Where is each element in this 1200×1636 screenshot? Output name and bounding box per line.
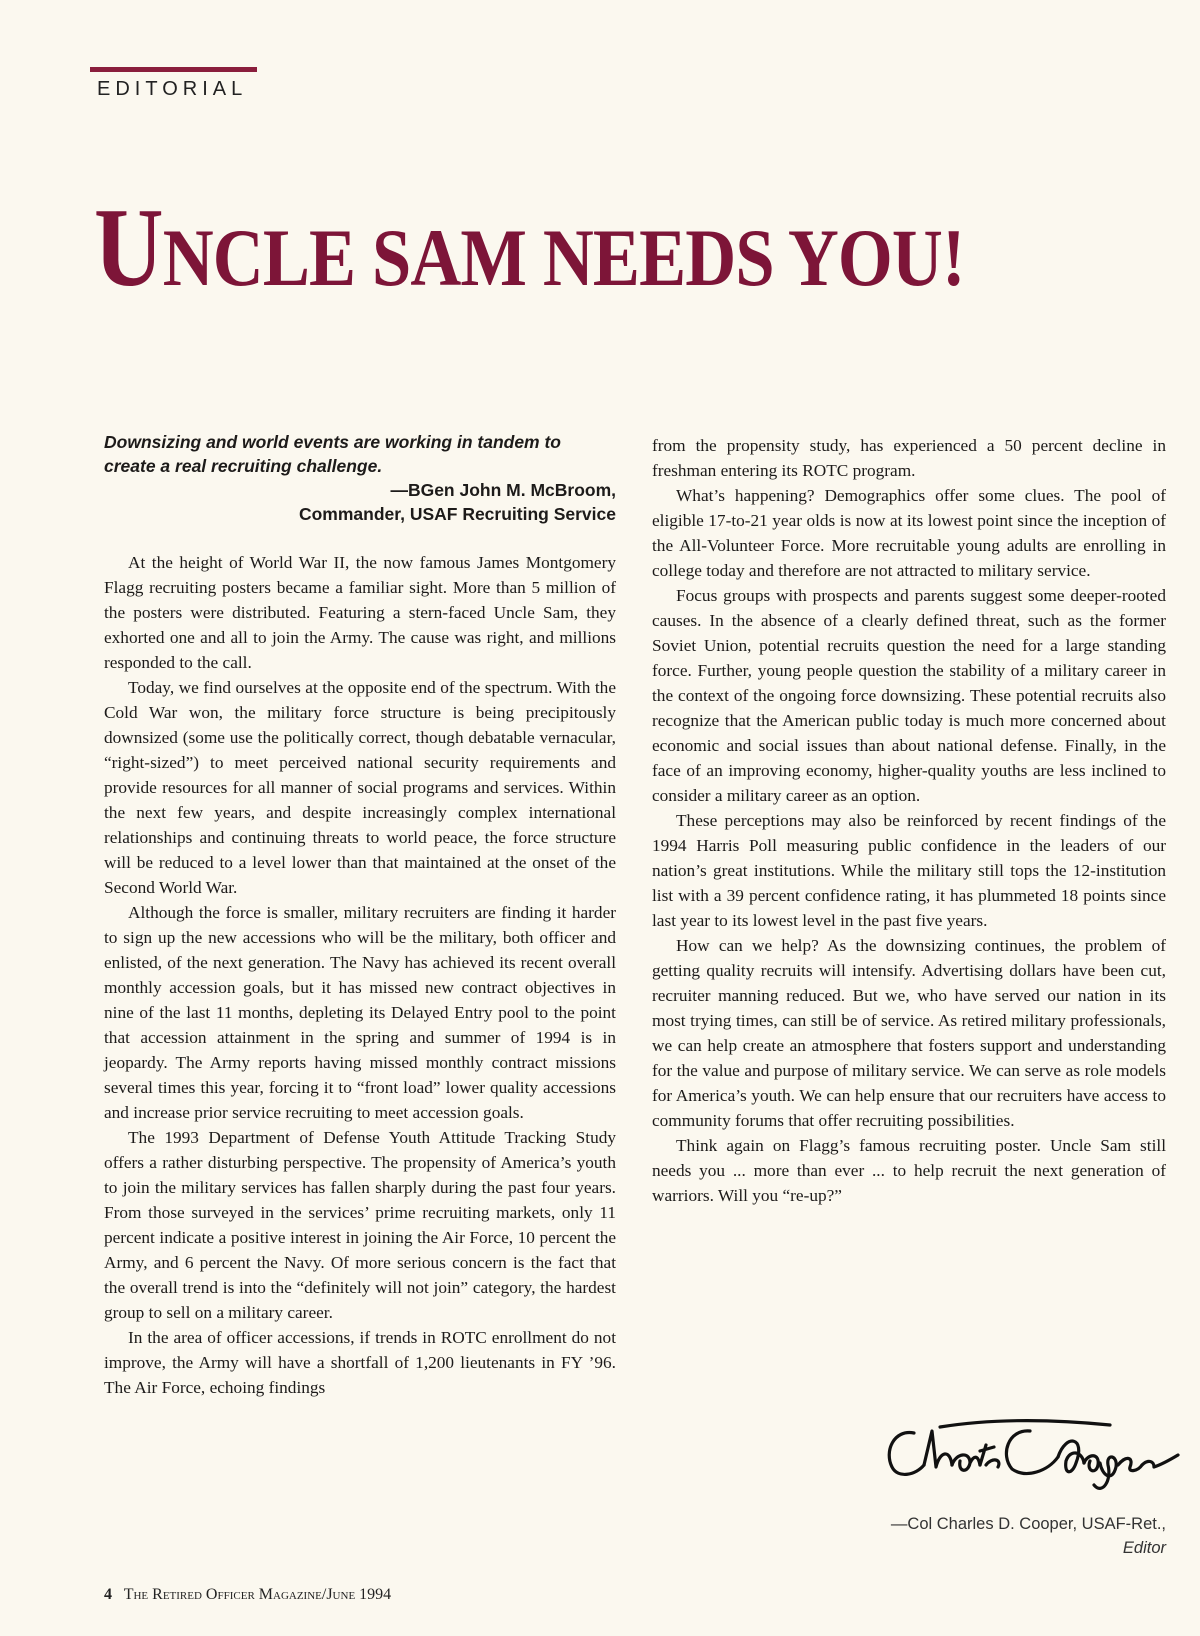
- paragraph: What’s happening? Demographics offer some clues. The pool of eligible 17-to-21 year olds is now at its lowest point since the inception of the All-Volunteer Force. More recruitable young adults are enrolling in college today and therefore are not attracted to military service.: [652, 486, 1166, 580]
- paragraph: Think again on Flagg’s famous recruiting poster. Uncle Sam still needs you ... more than ever ... to help recruit the next generation of warriors. Will you “re-up?”: [652, 1136, 1166, 1205]
- page-number: 4: [104, 1586, 112, 1603]
- paragraph: The 1993 Department of Defense Youth Attitude Tracking Study offers a rather disturbing perspective. The propensity of America’s youth to join the military services has fallen sharply during the past four years. From those surveyed in the services’ prime recruiting markets, only 11 percent indicate a positive interest in joining the Air Force, 10 percent the Army, and 6 percent the Navy. Of more serious concern is the fact that the overall trend is into the “definitely will not join” category, the hardest group to sell on a military career.: [104, 1128, 616, 1322]
- pull-quote-attribution-2: Commander, USAF Recruiting Service: [298, 504, 616, 524]
- footer: [104, 1586, 391, 1604]
- paragraph: Focus groups with prospects and parents suggest some deeper-rooted causes. In the absence of a clearly defined threat, such as the former Soviet Union, potential recruits question the need for a large standing force. Further, young people question the stability of a military career in the context of the ongoing force downsizing. These potential recruits also recognize that the American public today is much more concerned about economic and social issues than about national defense. Finally, in the face of an improving economy, higher-quality youths are less inclined to consider a military career as an option.: [652, 586, 1166, 805]
- headline-rest: NCLE SAM NEEDS YOU!: [162, 212, 965, 303]
- paragraph: Although the force is smaller, military recruiters are finding it harder to sign up the new accessions who will be the military, both officer and enlisted, of the next generation. The Navy has achieved its recent overall monthly accession goals, but it has missed new contract objectives in nine of the last 11 months, depleting its Delayed Entry pool to the point that accession attainment in the spring and summer of 1994 is in jeopardy. The Army reports having missed monthly contract missions several times this year, forcing it to “front load” lower quality accessions and increase prior service recruiting to meet accession goals.: [104, 903, 616, 1122]
- paragraph: At the height of World War II, the now famous James Montgomery Flagg recruiting posters became a familiar sight. More than 5 million of the posters were distributed. Featuring a stern-faced Uncle Sam, they exhorted one and all to join the Army. The cause was right, and millions responded to the call.: [104, 553, 616, 672]
- left-column: [104, 430, 616, 1400]
- paragraph: In the area of officer accessions, if trends in ROTC enrollment do not improve, the Army will have a shortfall of 1,200 lieutenants in FY ’96. The Air Force, echoing findings: [104, 1328, 616, 1397]
- paragraph-continuation: from the propensity study, has experienced a 50 percent decline in freshman entering its ROTC program.: [652, 436, 1166, 480]
- publication-name: The Retired Officer Magazine/June 1994: [123, 1586, 392, 1603]
- pull-quote: [104, 430, 616, 526]
- headline-first-letter: U: [94, 186, 163, 310]
- paragraph: How can we help? As the downsizing continues, the problem of getting quality recruits will intensify. Advertising dollars have been cut, recruiter manning reduced. But we, who have served our nation in its most trying times, can still be of service. As retired military professionals, we can help create an atmosphere that fosters support and understanding for the value and purpose of military service. We can serve as role models for America’s youth. We can help ensure that our recruiters have access to community forums that offer recruiting possibilities.: [652, 936, 1166, 1130]
- headline: [94, 186, 965, 310]
- signoff-name: —Col Charles D. Cooper, USAF-Ret.,: [890, 1515, 1166, 1533]
- pull-quote-attribution-1: —BGen John M. McBroom,: [390, 480, 616, 500]
- signoff: [891, 1512, 1166, 1560]
- section-label: EDITORIAL: [97, 78, 248, 100]
- paragraph: These perceptions may also be reinforced by recent findings of the 1994 Harris Poll measuring public confidence in the leaders of our nation’s great institutions. While the military still tops the 12-institution list with a 39 percent confidence rating, it has plummeted 18 points since last year to its lowest level in the past five years.: [652, 811, 1166, 930]
- handwritten-signature: [880, 1415, 1180, 1500]
- pull-quote-text: Downsizing and world events are working in tandem to create a real recruiting challenge.: [104, 432, 561, 476]
- signoff-title: Editor: [1122, 1539, 1166, 1557]
- right-column: [652, 433, 1166, 1208]
- paragraph: Today, we find ourselves at the opposite end of the spectrum. With the Cold War won, the military force structure is being precipitously downsized (some use the politically correct, though debatable vernacular, “right-sized”) to meet perceived national security requirements and provide resources for all manner of social programs and services. Within the next few years, and despite increasingly complex international relationships and continuing threats to world peace, the force structure will be reduced to a level lower than that maintained at the onset of the Second World War.: [104, 678, 616, 897]
- section-rule: [90, 67, 257, 72]
